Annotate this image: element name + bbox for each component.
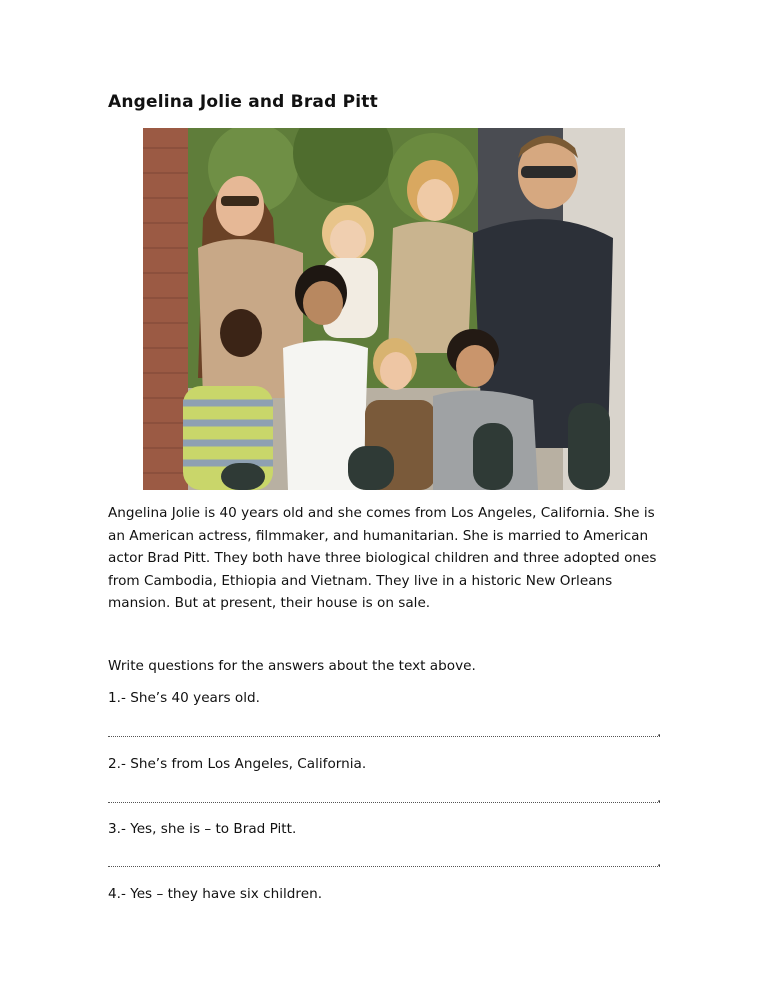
story-paragraph: Angelina Jolie is 40 years old and she comes from Los Angeles, California. She is an American actress, filmmaker, and humanitarian. She is married to American actor Brad Pitt. They both have three biological children and three adopted ones from Cambodia, Ethiopia and Vietnam. They live in a historic New Orleans mansion. But at present, their house is on sale. [108, 505, 657, 612]
line-end-3: . [657, 854, 662, 870]
exercise-instruction: Write questions for the answers about the text above. [108, 658, 476, 674]
write-line-3[interactable] [108, 866, 660, 867]
answer-1: 1.- She’s 40 years old. [108, 690, 260, 706]
line-end-1: . [657, 724, 662, 740]
answer-2: 2.- She’s from Los Angeles, California. [108, 756, 367, 772]
write-line-2[interactable] [108, 802, 660, 803]
line-end-2: . [657, 790, 662, 806]
answer-3: 3.- Yes, she is – to Brad Pitt. [108, 821, 297, 837]
family-photo-illustration [143, 128, 625, 490]
page-title: Angelina Jolie and Brad Pitt [108, 92, 378, 112]
write-line-1[interactable] [108, 736, 660, 737]
family-photo [143, 128, 625, 490]
answer-4: 4.- Yes – they have six children. [108, 886, 323, 902]
